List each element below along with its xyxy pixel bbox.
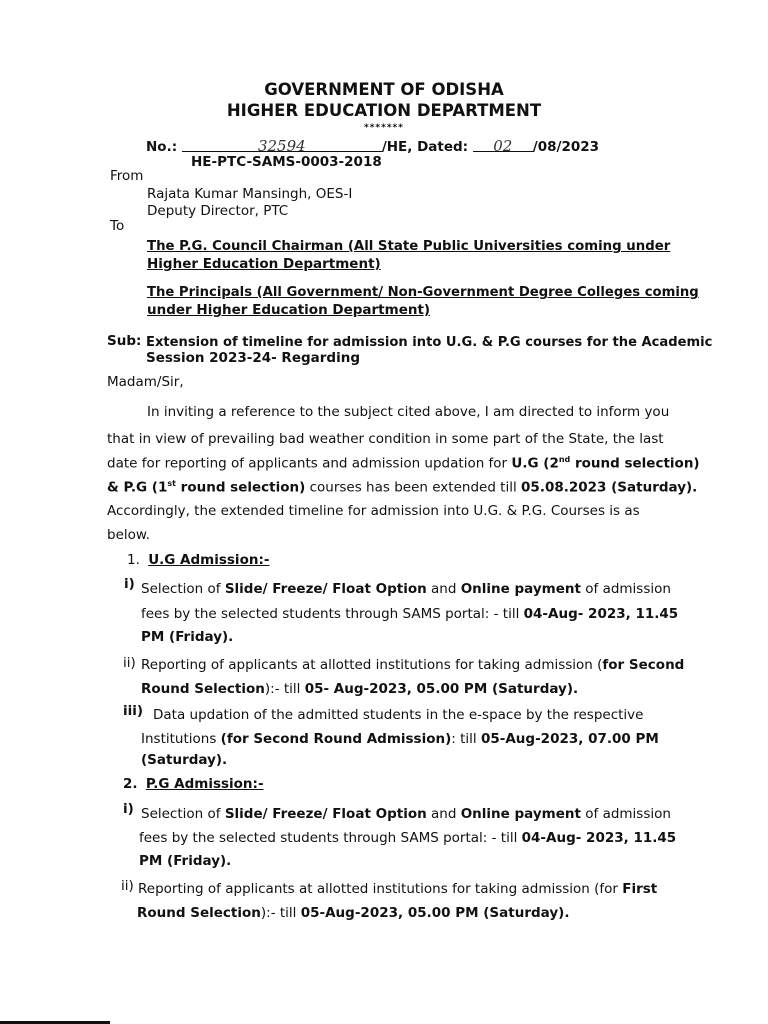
pg-ii-line1 (138, 881, 657, 897)
reference-date-handwritten: 02 (493, 137, 513, 155)
body-line4-d: 05.08.2023 (Saturday). (521, 479, 698, 496)
body-line4-sup: st (167, 479, 176, 488)
ug-iii-line3: (Saturday). (141, 752, 228, 768)
subject-line1: Extension of timeline for admission into U.G. & P.G courses for the Academic (146, 335, 713, 350)
pg-i-line1-d: Online payment (460, 806, 581, 822)
body-line4-b: round selection) (175, 479, 306, 496)
ug-i-line1-a: Selection of (141, 581, 225, 597)
pg-i-line1-a: Selection of (141, 806, 225, 822)
body-line3-sup: nd (558, 455, 571, 464)
from-name: Rajata Kumar Mansingh, OES-I (147, 186, 353, 202)
body-line3-a: date for reporting of applicants and admission updation for (107, 455, 512, 472)
ug-i-line3: PM (Friday). (141, 629, 234, 645)
ug-i-line1-b: Slide/ Freeze/ Float Option (224, 581, 427, 597)
pg-i-line1 (141, 806, 671, 822)
header-stars: ******* (364, 123, 404, 133)
pg-ii-line1-a: Reporting of applicants at allotted institutions for taking admission (for (138, 881, 623, 897)
file-number: HE-PTC-SAMS-0003-2018 (191, 154, 382, 170)
body-line2: that in view of prevailing bad weather condition in some part of the State, the last (107, 431, 664, 447)
ug-i-line1-c: and (426, 581, 461, 597)
ug-i-line1-e: of admission (580, 581, 671, 597)
ug-i-line2-a: fees by the selected students through SAMS portal: - till (141, 606, 524, 622)
subject-line2: Session 2023-24- Regarding (146, 350, 360, 366)
ug-i-line2-b: 04-Aug- 2023, 11.45 (523, 606, 679, 622)
pg-i-line3: PM (Friday). (139, 853, 232, 869)
ug-ii-marker: ii) (123, 655, 136, 671)
ug-ii-line2-a: Round Selection (141, 681, 265, 697)
salutation: Madam/Sir, (107, 374, 184, 390)
ug-ii-line2 (141, 681, 578, 697)
recipient1-line2: Higher Education Department) (147, 256, 381, 272)
recipient1-line1: The P.G. Council Chairman (All State Public Universities coming under (147, 239, 671, 254)
pg-ii-line2-b: ):- till (260, 905, 301, 921)
from-designation: Deputy Director, PTC (147, 203, 289, 219)
body-line3-c: round selection) (570, 455, 700, 472)
header-department: HIGHER EDUCATION DEPARTMENT (226, 101, 542, 120)
ug-section-number: 1. (127, 552, 140, 568)
ug-ii-line1-a: Reporting of applicants at allotted institutions for taking admission ( (141, 657, 603, 673)
pg-section-title: P.G Admission:- (145, 776, 264, 792)
ug-ii-line1 (141, 657, 684, 673)
pg-i-line1-e: of admission (580, 806, 671, 822)
subject-label: Sub: (107, 333, 142, 349)
ug-iii-line2-d: 05-Aug-2023, 07.00 PM (480, 731, 659, 747)
ug-i-line1 (141, 581, 671, 597)
pg-i-line1-c: and (426, 806, 461, 822)
ug-ii-line2-c: 05- Aug-2023, 05.00 PM (Saturday). (304, 681, 579, 697)
body-line6: below. (107, 527, 150, 543)
ug-i-line2 (141, 606, 678, 622)
ug-iii-line1: Data updation of the admitted students in the e-space by the respective (153, 707, 644, 723)
ug-ii-line1-b: for Second (602, 657, 685, 673)
ug-i-marker: i) (124, 576, 135, 592)
ug-iii-line2-a: Institutions (141, 731, 221, 747)
header-government: GOVERNMENT OF ODISHA (264, 80, 504, 99)
recipient2-line2: under Higher Education Department) (147, 302, 431, 318)
recipient2-line1: The Principals (All Government/ Non-Government Degree Colleges coming (147, 285, 699, 300)
ug-iii-line2 (141, 731, 659, 747)
from-label: From (110, 168, 144, 184)
pg-ii-marker: ii) (121, 878, 134, 894)
pg-ii-line2-c: 05-Aug-2023, 05.00 PM (Saturday). (300, 905, 570, 921)
body-line3 (107, 455, 700, 472)
body-line5: Accordingly, the extended timeline for admission into U.G. & P.G. Courses is as (107, 503, 640, 519)
to-label: To (110, 218, 125, 234)
ug-section-title: U.G Admission:- (148, 552, 270, 568)
ug-ii-line2-b: ):- till (264, 681, 305, 697)
pg-section-heading (123, 776, 264, 792)
reference-date-field (473, 137, 533, 155)
ug-iii-line2-b: (for Second Round Admission) (220, 731, 452, 747)
pg-i-line1-b: Slide/ Freeze/ Float Option (224, 806, 427, 822)
pg-section-number: 2. (123, 776, 138, 792)
ug-section-heading (127, 552, 269, 568)
body-line1: In inviting a reference to the subject cited above, I am directed to inform you (147, 404, 670, 420)
reference-date-suffix: /08/2023 (532, 139, 600, 155)
ug-iii-line2-c: : till (451, 731, 481, 747)
pg-i-line2-a: fees by the selected students through SAMS portal: - till (139, 830, 522, 846)
pg-i-marker: i) (123, 801, 134, 817)
reference-no-handwritten: 32594 (257, 137, 306, 155)
pg-ii-line1-b: First (622, 881, 658, 897)
reference-line (146, 137, 599, 155)
pg-i-line2 (139, 830, 676, 846)
body-line3-b: U.G (2 (511, 455, 559, 472)
pg-ii-line2-a: Round Selection (137, 905, 261, 921)
reference-no-label: No.: (146, 139, 178, 155)
pg-i-line2-b: 04-Aug- 2023, 11.45 (521, 830, 677, 846)
reference-no-field (182, 137, 382, 155)
body-line4-a: & P.G (1 (107, 479, 168, 496)
pg-ii-line2 (137, 905, 569, 921)
ug-iii-marker: iii) (123, 703, 144, 719)
body-line4 (107, 479, 697, 496)
reference-he-dated-label: /HE, Dated: (381, 139, 469, 155)
ug-i-line1-d: Online payment (460, 581, 581, 597)
body-line4-c: courses has been extended till (305, 479, 522, 496)
